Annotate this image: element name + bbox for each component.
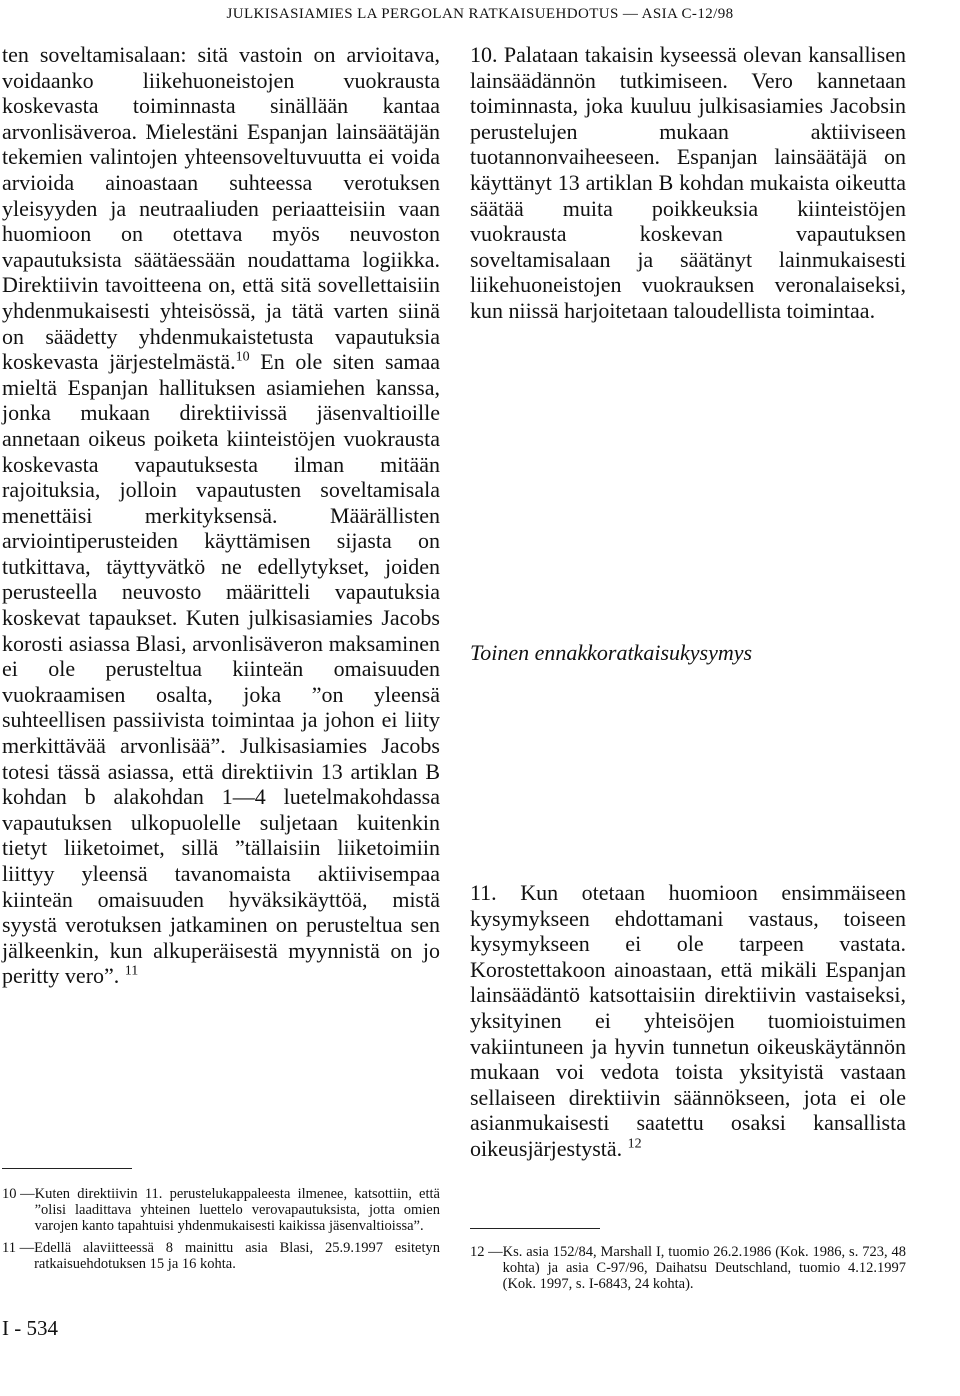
footnote-divider-right — [470, 1228, 600, 1229]
footnotes-right — [470, 1244, 906, 1298]
running-header: JULKISASIAMIES LA PERGOLAN RATKAISUEHDOTUS — ASIA C-12/98 — [226, 6, 734, 22]
footnote-number: 12 — — [470, 1244, 503, 1260]
footnote-text: Edellä alaviitteessä 8 mainittu asia Blasi, 25.9.1997 esitetyn ratkaisuehdotuksen 15 ja 16 kohta. — [34, 1240, 440, 1272]
left-text-part-1: ten soveltamisalaan: sitä vastoin on arvioitava, voidaanko liikehuoneistojen vuokrausta koskevasta toiminnasta sinällään kantaa arvonlisäveroa. Mielestäni Espanjan lainsäätäjän tekemien valintojen yhteensoveltuvuutta ei voida arvioida ainoastaan suhteessa verotuksen yleisyyden ja neutraaliuden periaatteisiin vaan huomioon on otettava myös neuvoston vapautuksista säätäessään noudattama logiikka. Direktiivin tavoitteena on, että sitä sovellettaisiin yhdenmukaisesti yhteisössä, ja tätä varten siinä on säädetty yhdenmukaistetusta vapautuksia koskevasta järjestelmästä. — [2, 42, 440, 375]
footnote-11 — [2, 1240, 440, 1272]
footnote-ref-11: 11 — [124, 964, 139, 980]
footnote-12 — [470, 1244, 906, 1292]
paragraph-10: 10. Palataan takaisin kyseessä olevan kansallisen lainsäädännön tutkimiseen. Vero kannetaan toiminnasta, joka kuuluu julkisasiamies Jacobsin perustelujen mukaan aktiiviseen tuotannonvaiheeseen. Espanjan lainsäätäjä on käyttänyt 13 artiklan B kohdan mukaista oikeutta säätää muita poikkeuksia kiinteistöjen vuokrausta koskevan vapautuksen soveltamisalaan ja säätänyt lainmukaisesti liikehuoneistojen vuokrauksen veronalaiseksi, kun niissä harjoitetaan taloudellista toimintaa. — [470, 42, 906, 323]
right-column-top — [470, 42, 906, 324]
right-column-bottom — [470, 880, 906, 1162]
section-heading: Toinen ennakkoratkaisukysymys — [470, 640, 753, 665]
paragraph-11 — [470, 880, 906, 1162]
footnote-text: Ks. asia 152/84, Marshall I, tuomio 26.2.1986 (Kok. 1986, s. 723, 48 kohta) ja asia C-97/96, Daihatsu Deutschland, tuomio 4.12.1997 (Kok. 1997, s. I-6843, 24 kohta). — [502, 1244, 906, 1292]
paragraph-11-text: 11. Kun otetaan huomioon ensimmäiseen kysymykseen ehdottamani vastaus, toiseen kysymykseen ei ole tarpeen vastata. Korostettakoon ainoastaan, että mikäli Espanjan lainsäädäntö katsottaisiin direktiivin vastaiseksi, yksityinen ei yhteisöjen tuomioistuimen vakiintuneen ja hyvin tunnetun oikeuskäytännön mukaan voi vedota toista yksityistä vastaan sellaiseen direktiivin säännökseen, jota ei ole asianmukaisesti saatettu osaksi kansallista oikeusjärjestystä. — [470, 880, 906, 1161]
left-column — [2, 42, 440, 989]
left-text-part-2: En ole siten samaa mieltä Espanjan hallituksen asiamiehen kanssa, jonka mukaan direktiivissä jäsenvaltioille annetaan oikeus poiketa kiinteistöjen vuokrausta koskevasta vapautuksesta ilman mitään rajoituksia, jolloin vapautusten soveltamisala menettäisi merkityksensä. Määrällisten arviointiperusteiden käyttämisen sijasta on tutkittava, täyttyvätkö ne edellytykset, joiden perusteella neuvosto määritteli vapautuksia koskevat tapaukset. Kuten julkisasiamies Jacobs korosti asiassa Blasi, arvonlisäveron maksaminen ei ole perusteltua kiinteän omaisuuden vuokraamisen osalta, joka ”on yleensä suhteellisen passiivista toimintaa ja johon ei liity merkittävää arvonlisää”. Julkisasiamies Jacobs totesi tässä asiassa, että direktiivin 13 artiklan B kohdan b alakohdan 1—4 luetelmakohdassa vapautuksen ulkopuolelle suljetaan kuitenkin tietyt liiketoimet, sillä ”tällaisiin liiketoimiin liittyy yleensä tavanomaista aktiivisempaa kiinteän omaisuuden hyväksikäyttöä, mistä syystä verotuksen jatkaminen on perusteltua sen jälkeenkin, kun alkuperäisestä myynnistä on jo peritty vero”. — [2, 349, 440, 989]
page-number: I - 534 — [2, 1316, 58, 1340]
footnote-number: 10 — — [2, 1186, 35, 1202]
left-column-text — [2, 42, 440, 989]
footnote-ref-12: 12 — [627, 1136, 642, 1152]
footnote-ref-10: 10 — [235, 349, 250, 365]
footnote-divider-left — [2, 1168, 132, 1169]
footnote-text: Kuten direktiivin 11. perustelukappaleesta ilmenee, katsottiin, että ”olisi laadittava yhteinen luettelo verovapautuksista, jotta omien varojen kanto tapahtuisi yhdenmukaisesti kaikissa jäsenvaltioissa”. — [34, 1186, 440, 1234]
footnote-10 — [2, 1186, 440, 1234]
footnotes-left — [2, 1186, 440, 1278]
footnote-number: 11 — — [2, 1240, 35, 1256]
